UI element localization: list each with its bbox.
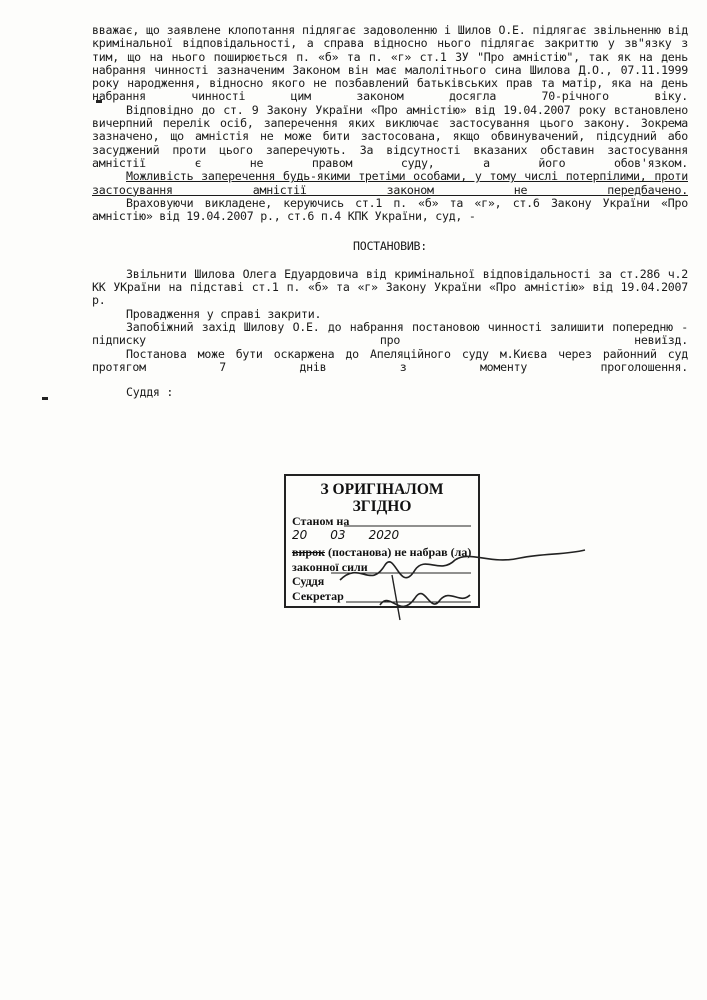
stamp-title [286,481,478,515]
decision-preventive-measure: Запобіжний захід Шилову О.Е. до набрання постановою чинності залишити попередню - підписку про невиїзд. [92,319,688,348]
stamp-date-month: 03 [330,528,346,542]
decision-release: Звільнити Шилова Олега Едуардовича від кримінальної відповідальності за ст.286 ч.2 КК УКраїни на підставі ст.1 п. «б» та «г» Закону України «Про амністію» від 19.04.2007 р. [92,266,688,308]
certification-stamp [284,474,480,608]
scan-mark [42,397,48,400]
decision-appeal: Постанова може бути оскаржена до Апеляційного суду м.Києва через районний суд протягом 7 днів з моменту проголошення. [92,346,688,374]
decision-close-case: Провадження у справі закрити. [126,306,322,321]
stamp-date-year: 2020 [368,528,400,542]
paragraph-law-article: Відповідно до ст. 9 Закону України «Про амністію» від 19.04.2007 року встановлено вичерпний перелік осіб, заперечення яких виключає застосування цього закону. Зокрема зазначено, що амністія не може бити застосована, якщо обвинувачений, підсудний або засуджений проти цього заперечують. За відсутності вказаних обставин застосування амністії є не правом суду, а його обов'язком. [92,102,688,170]
stamp-status-label: Станом на [292,514,350,528]
intro-paragraph: вважає, що заявлене клопотання підлягає задоволенню і Шилов О.Е. підлягає звільненню від кримінальної відповідальності, а справа відносно нього підлягає закриттю у зв"язку з тим, що на нього поширюється п. «б» та п. «г» ст.1 ЗУ "Про амністію", так як на день набрання чинності зазначеним Законом він має малолітнього сина Шилова Д.О., 07.11.1999 року народження, відносно якого не позбавлений батьківських прав та матір, яка на день набрання чинності цим законом досягла 70-річного віку. [92,23,688,104]
stamp-verdict-struck: вирок [292,545,325,559]
stamp-judge-label: Суддя [292,574,325,588]
resolution-heading: ПОСТАНОВИВ: [352,239,428,254]
stamp-date-day: 20 [292,528,308,542]
stamp-verdict-line [292,545,471,560]
judge-signature-label: Суддя : [126,385,174,400]
stamp-title-line-1: З ОРИГІНАЛОМ [320,481,444,498]
stamp-force-text: законної сили [292,560,368,574]
stamp-verdict-text: (постанова) не набрав (ла) [327,545,472,559]
paragraph-considering: Враховуючи викладене, керуючись ст.1 п. «б» та «г», ст.6 Закону України «Про амністію» від 19.04.2007 р., ст.6 п.4 КПК України, суд, - [92,195,688,224]
stamp-secretary-label: Секретар [292,589,344,603]
document-body [92,24,688,399]
stamp-date [292,528,399,543]
stamp-title-line-2: ЗГІДНО [352,498,412,515]
paragraph-objection: Можливість заперечення будь-якими третіми особами, у тому числі потерпілими, проти застосування амністії законом не передбачено. [92,169,688,197]
